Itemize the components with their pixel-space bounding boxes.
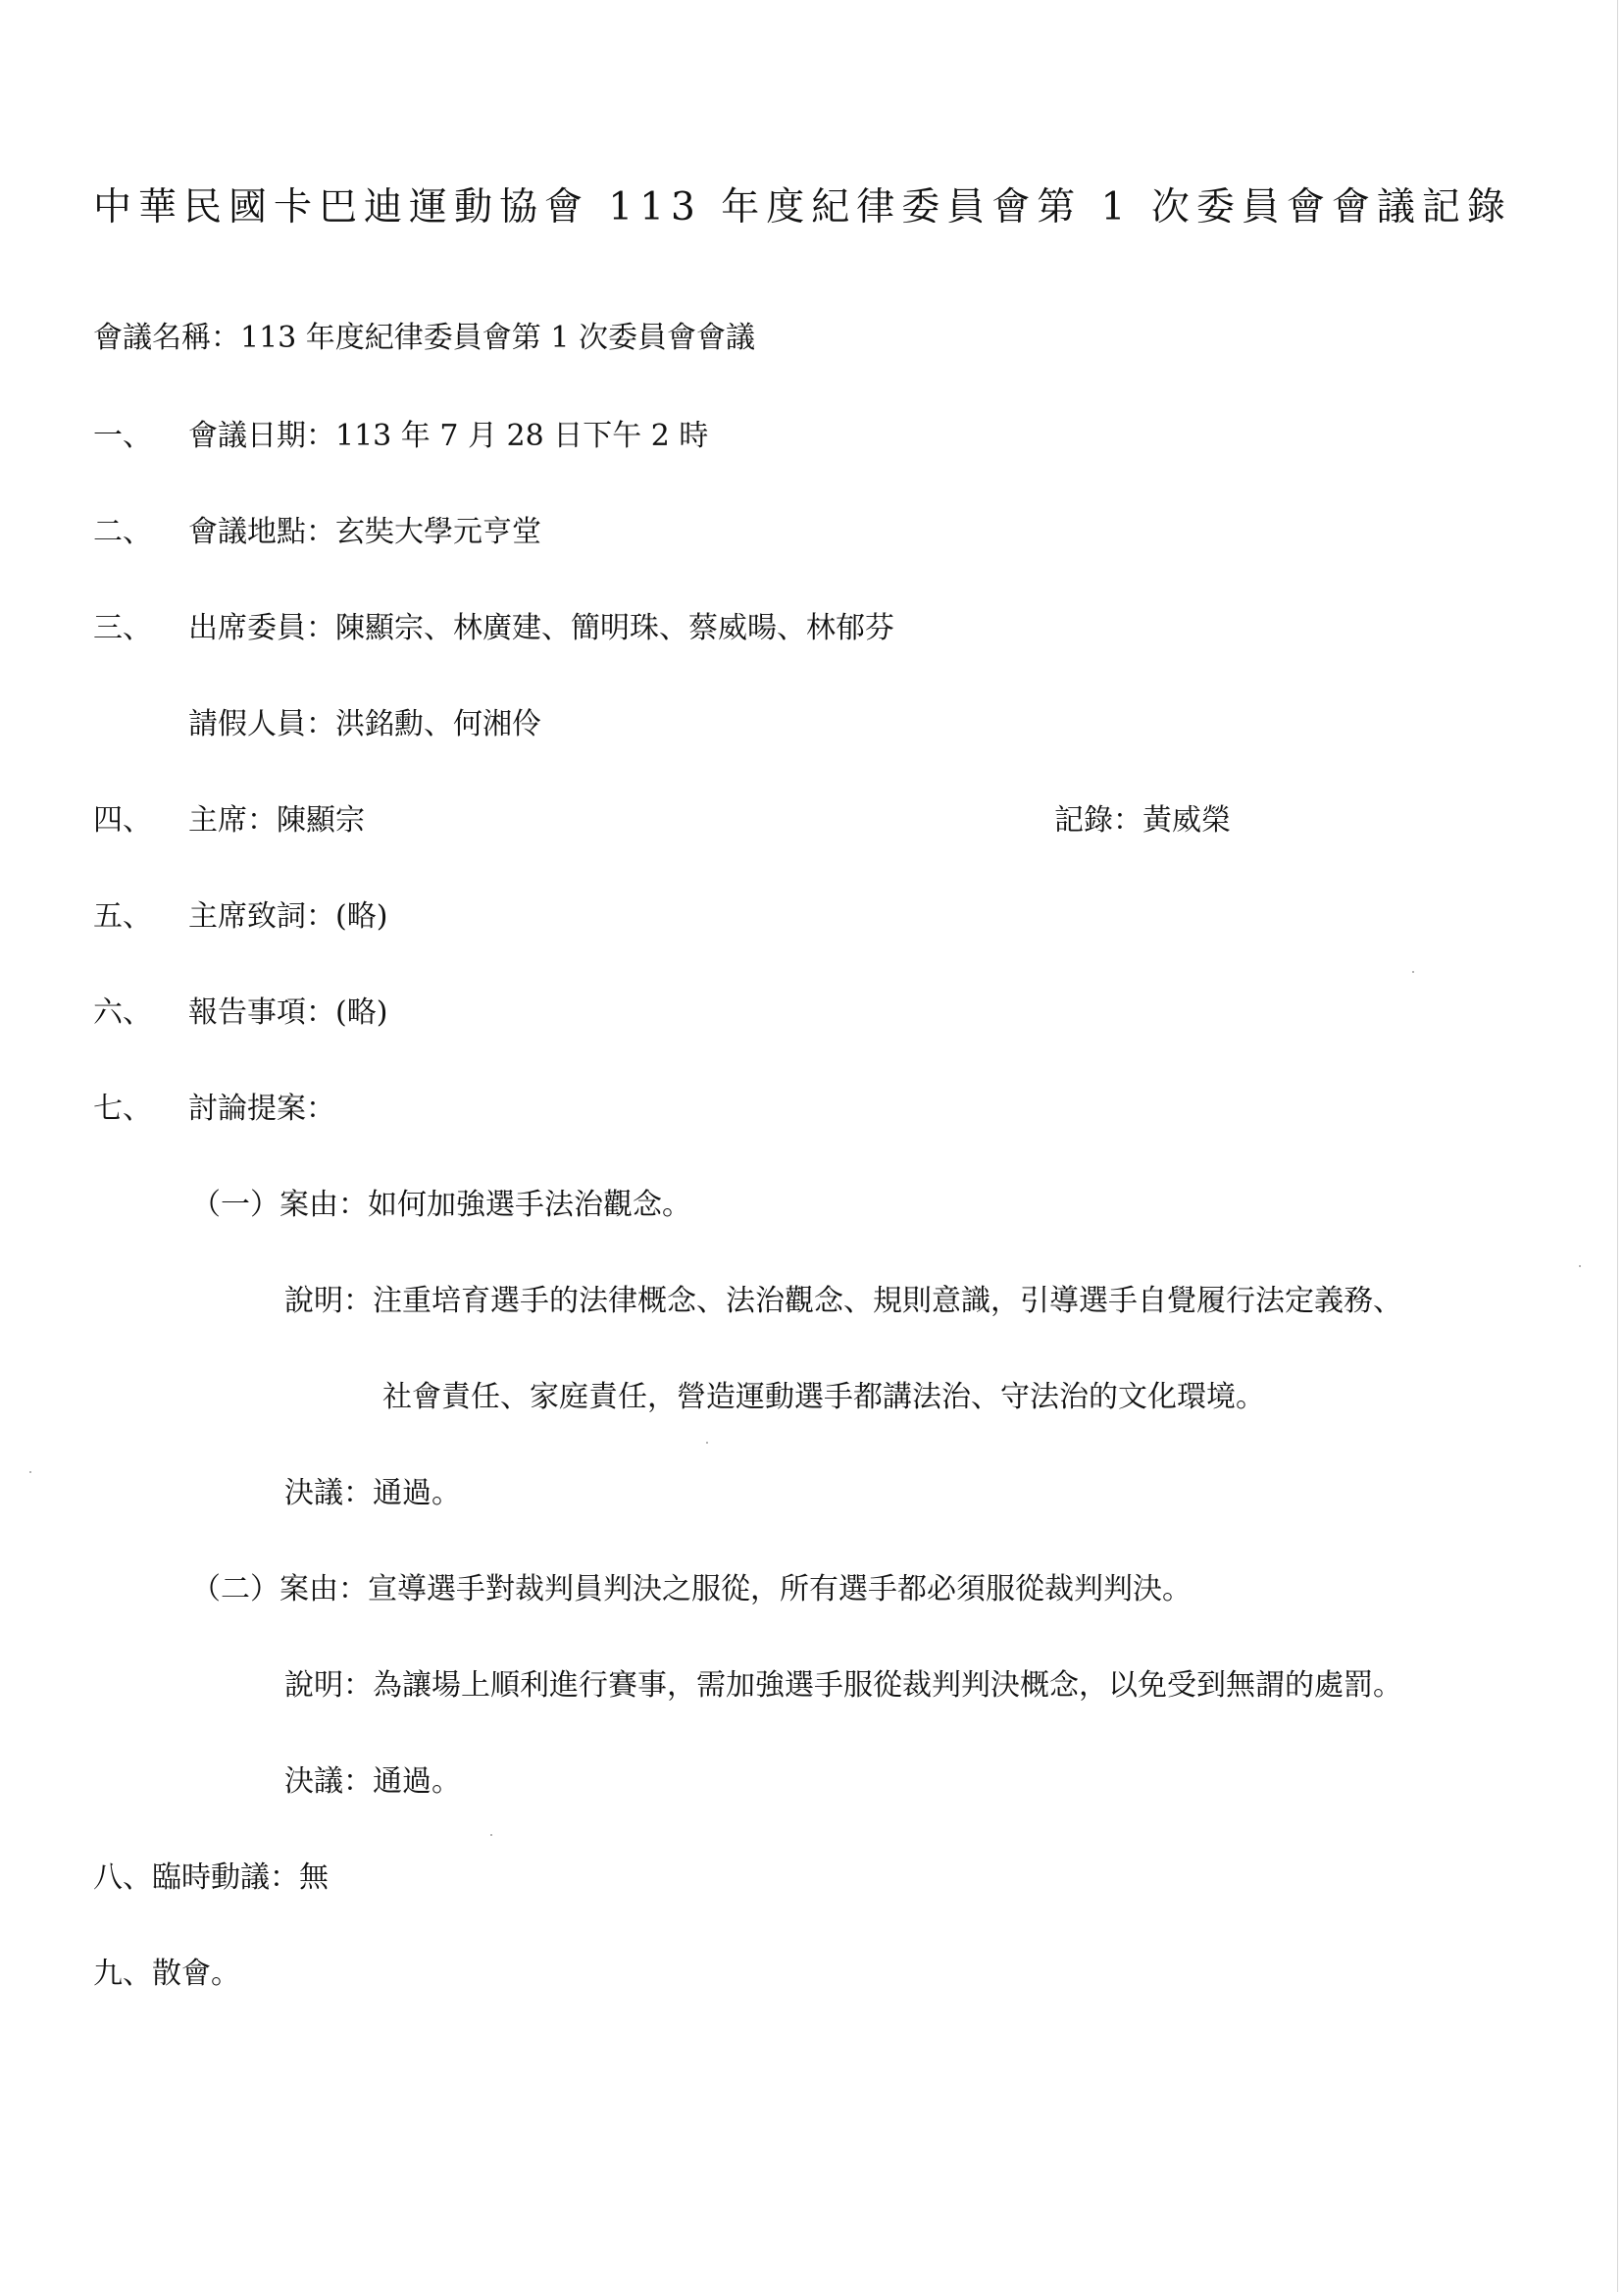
attending-members: 出席委員：陳顯宗、林廣建、簡明珠、蔡威暘、林郁芬: [188, 611, 894, 645]
proposal-1-description-line-2: 社會責任、家庭責任，營造運動選手都講法治、守法治的文化環境。: [382, 1380, 1265, 1414]
chair-speech: 主席致詞：(略): [188, 899, 388, 934]
recorder: 記錄：黃威榮: [1054, 803, 1231, 838]
item-7-number: 七、: [93, 1092, 152, 1126]
scan-speck: [706, 1442, 708, 1444]
proposal-2-resolution: 決議：通過。: [284, 1764, 461, 1799]
proposal-1-description-line-1: 說明：注重培育選手的法律概念、法治觀念、規則意識，引導選手自覺履行法定義務、: [284, 1284, 1402, 1318]
proposal-2-description: 說明：為讓場上順利進行賽事，需加強選手服從裁判判決概念，以免受到無謂的處罰。: [284, 1668, 1402, 1703]
meeting-name: 會議名稱：113 年度紀律委員會第 1 次委員會會議: [93, 321, 755, 355]
extraordinary-motions: 八、臨時動議：無: [93, 1860, 329, 1895]
scan-speck: [1579, 1265, 1581, 1267]
meeting-adjourned: 九、散會。: [93, 1957, 240, 1991]
item-5-number: 五、: [93, 899, 152, 934]
discussion-proposals: 討論提案：: [188, 1092, 335, 1126]
scan-speck: [490, 1834, 492, 1836]
absent-members: 請假人員：洪銘勳、何湘伶: [188, 707, 541, 741]
meeting-location: 會議地點：玄奘大學元亨堂: [188, 515, 541, 549]
item-4-number: 四、: [93, 803, 152, 838]
item-1-number: 一、: [93, 419, 152, 453]
proposal-2-case: （二）案由：宣導選手對裁判員判決之服從，所有選手都必須服從裁判判決。: [191, 1572, 1192, 1606]
item-6-number: 六、: [93, 995, 152, 1030]
chairperson: 主席：陳顯宗: [188, 803, 365, 838]
report-items: 報告事項：(略): [188, 995, 388, 1030]
scan-edge-line: [1617, 0, 1618, 2292]
scan-speck: [1412, 971, 1414, 973]
proposal-1-resolution: 決議：通過。: [284, 1476, 461, 1510]
item-3-number: 三、: [93, 611, 152, 645]
document-title: 中華民國卡巴迪運動協會 113 年度紀律委員會第 1 次委員會會議記錄: [93, 185, 1512, 229]
item-2-number: 二、: [93, 515, 152, 549]
proposal-1-case: （一）案由：如何加強選手法治觀念。: [191, 1188, 691, 1222]
meeting-date: 會議日期：113 年 7 月 28 日下午 2 時: [188, 419, 709, 453]
scan-speck: [29, 1471, 31, 1473]
